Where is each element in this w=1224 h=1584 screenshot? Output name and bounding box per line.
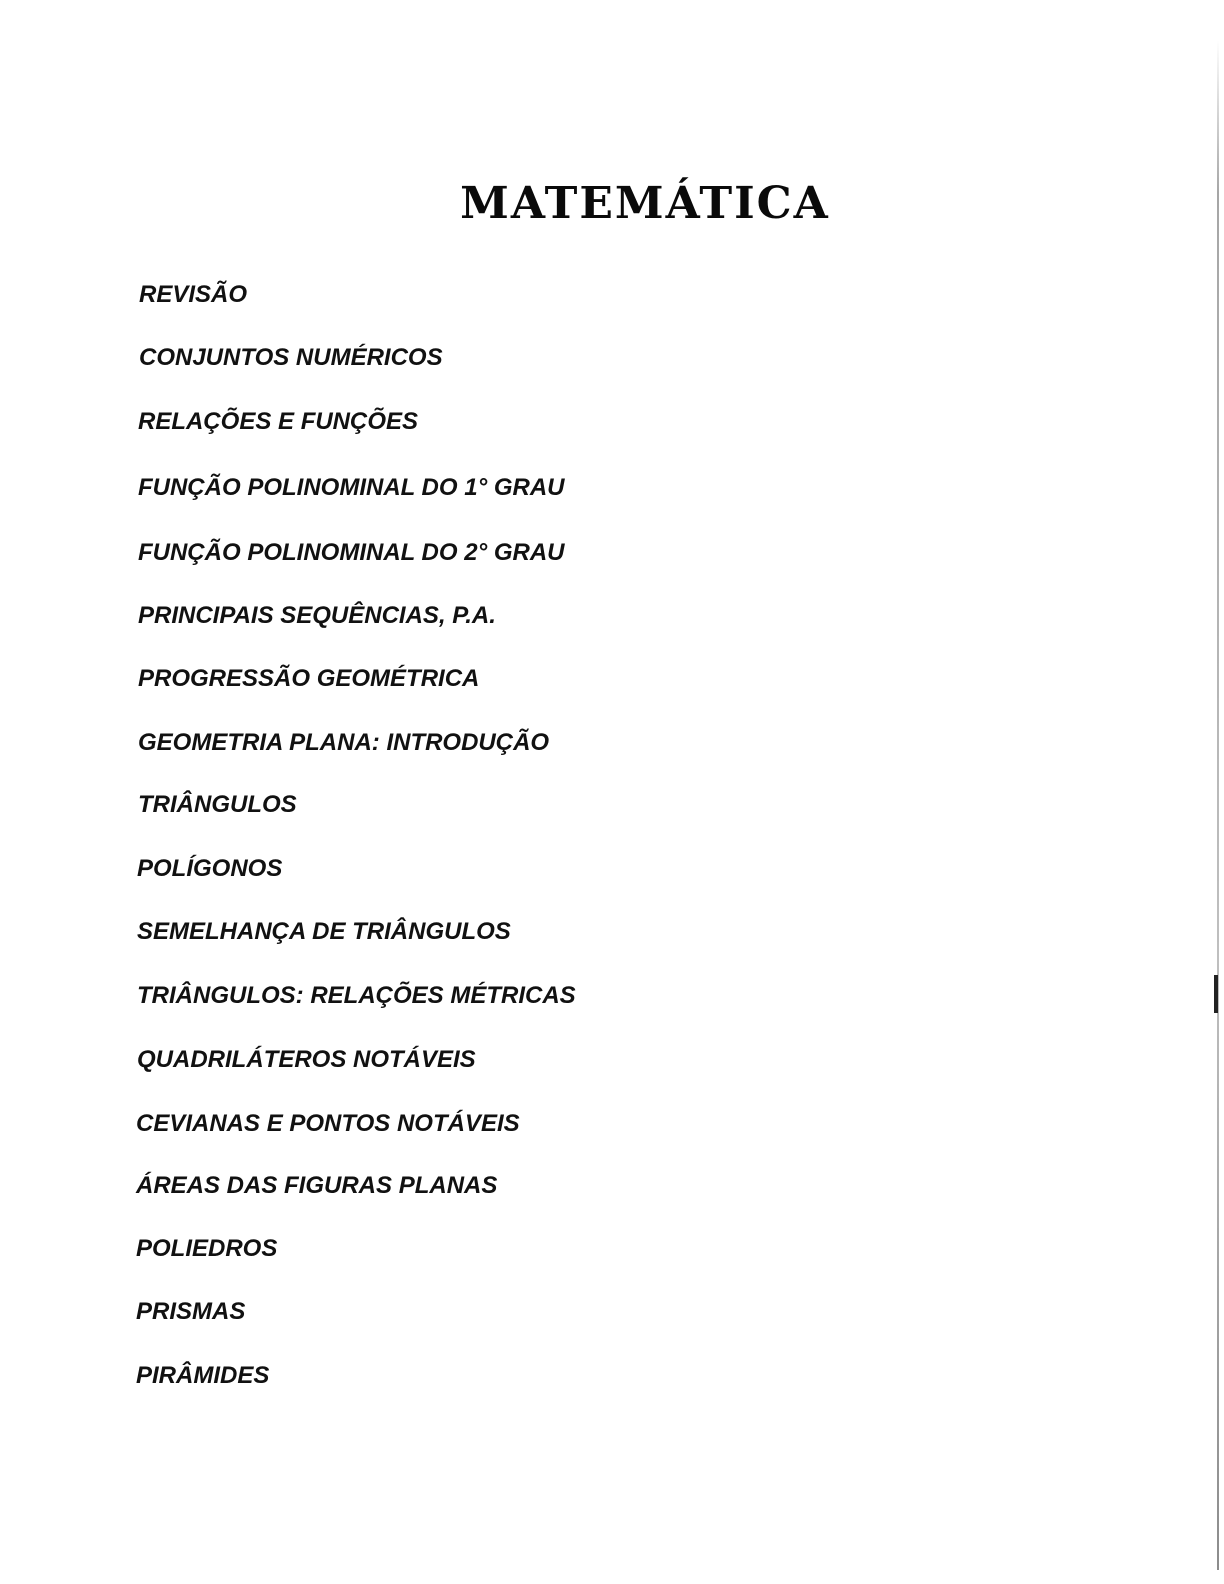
topic-item: CEVIANAS E PONTOS NOTÁVEIS xyxy=(136,1110,520,1137)
topic-item: SEMELHANÇA DE TRIÂNGULOS xyxy=(137,918,511,945)
topic-item: FUNÇÃO POLINOMINAL DO 2° GRAU xyxy=(138,539,565,566)
topic-item: PROGRESSÃO GEOMÉTRICA xyxy=(138,665,480,692)
topic-item: REVISÃO xyxy=(139,281,248,308)
topic-item: TRIÂNGULOS xyxy=(138,791,297,818)
scan-edge-line xyxy=(1217,40,1219,1570)
topic-item: PIRÂMIDES xyxy=(136,1362,270,1389)
topic-item: PRINCIPAIS SEQUÊNCIAS, P.A. xyxy=(138,602,496,629)
scan-edge-mark xyxy=(1214,975,1218,1013)
topic-item: TRIÂNGULOS: RELAÇÕES MÉTRICAS xyxy=(137,982,576,1009)
topic-item: FUNÇÃO POLINOMINAL DO 1° GRAU xyxy=(138,474,565,501)
topic-item: GEOMETRIA PLANA: INTRODUÇÃO xyxy=(138,729,550,756)
topic-item: ÁREAS DAS FIGURAS PLANAS xyxy=(136,1172,498,1199)
topic-item: POLIEDROS xyxy=(136,1235,278,1262)
topic-item: RELAÇÕES E FUNÇÕES xyxy=(138,408,419,435)
topic-item: CONJUNTOS NUMÉRICOS xyxy=(139,344,443,371)
page-title: MATEMÁTICA xyxy=(460,178,830,229)
topic-item: PRISMAS xyxy=(136,1298,246,1325)
topic-item: POLÍGONOS xyxy=(137,855,283,882)
topic-item: QUADRILÁTEROS NOTÁVEIS xyxy=(137,1046,476,1073)
